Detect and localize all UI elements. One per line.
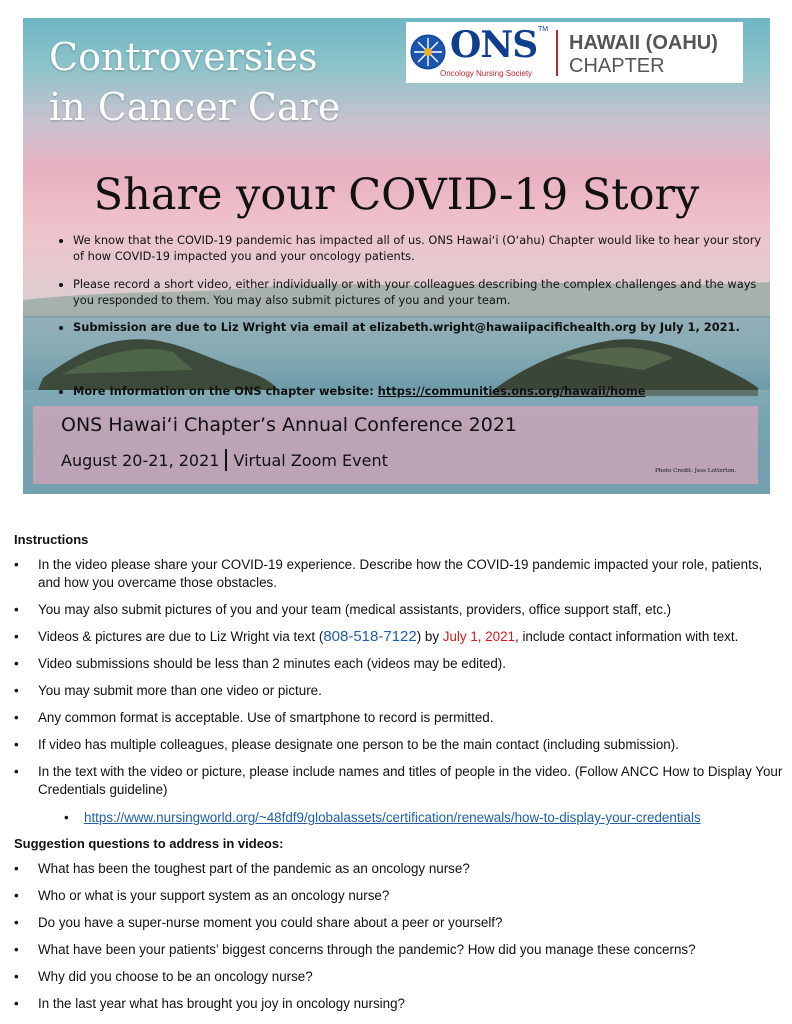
list-item: • Video submissions should be less than 2 minutes each (videos may be edited). bbox=[14, 655, 784, 673]
conference-banner bbox=[33, 406, 758, 484]
questions-heading: Suggestion questions to address in videos: bbox=[14, 836, 284, 851]
list-item bbox=[14, 628, 784, 646]
list-item: • Why did you choose to be an oncology nurse? bbox=[14, 968, 784, 986]
logo-divider bbox=[556, 30, 558, 76]
flyer-headline: Share your COVID-19 Story bbox=[93, 170, 700, 220]
flyer-bullet-list bbox=[49, 276, 770, 308]
title-line-2: in Cancer Care bbox=[49, 85, 341, 129]
chapter-name: HAWAII (OAHU) bbox=[569, 32, 718, 54]
instructions-list bbox=[14, 556, 784, 802]
questions-list bbox=[14, 860, 784, 1022]
list-item: • What has been the toughest part of the pandemic as an oncology nurse? bbox=[14, 860, 784, 878]
ons-society-name: Oncology Nursing Society bbox=[440, 69, 533, 78]
flyer-bullet-deadline: • Submission are due to Liz Wright via email at elizabeth.wright@hawaiipacifichealth.org by July 1, 2021. bbox=[73, 319, 770, 335]
list-item: • In the last year what has brought you joy in oncology nursing? bbox=[14, 995, 784, 1013]
trademark-symbol: TM bbox=[538, 26, 549, 33]
ons-chapter-logo bbox=[406, 22, 743, 83]
chapter-website-link[interactable]: https://communities.ons.org/hawaii/home bbox=[377, 384, 646, 398]
flyer-bullet: • Please record a short video, either individually or with your colleagues describing the complex challenges and the ways you responded to them. You may also submit pictures of you and your team. bbox=[73, 276, 770, 308]
flyer-bullet-more-info bbox=[73, 383, 770, 399]
list-item: • Who or what is your support system as an oncology nurse? bbox=[14, 887, 784, 905]
item-text: ) by bbox=[416, 629, 443, 644]
list-item: • You may submit more than one video or picture. bbox=[14, 682, 784, 700]
flyer-bullet: • We know that the COVID-19 pandemic has impacted all of us. ONS Hawaiʻi (Oʻahu) Chapter would like to hear your story of how COVID-19 impacted you and your oncology patients. bbox=[73, 232, 770, 264]
credentials-guideline-link[interactable]: https://www.nursingworld.org/~48fdf9/globalassets/certification/renewals/how-to-display-your-credentials bbox=[84, 810, 701, 825]
list-item: • If video has multiple colleagues, please designate one person to be the main contact (including submission). bbox=[14, 736, 784, 754]
list-item: • In the video please share your COVID-19 experience. Describe how the COVID-19 pandemic impacted your role, patients, and how you overcame those obstacles. bbox=[14, 556, 784, 592]
credentials-sublist-item bbox=[84, 809, 701, 827]
chapter-label: CHAPTER bbox=[569, 55, 665, 77]
photo-credit: Photo Credit: Jess Lotterton. bbox=[655, 468, 737, 474]
more-info-label: More Information on the ONS chapter website: bbox=[73, 384, 378, 398]
event-series-title bbox=[49, 32, 340, 132]
ons-wordmark: ONS bbox=[450, 24, 538, 66]
flyer-bullet-list bbox=[49, 232, 770, 264]
conference-date: August 20-21, 2021 bbox=[61, 451, 220, 470]
due-date: July 1, 2021 bbox=[442, 629, 515, 644]
separator-bar bbox=[225, 449, 227, 471]
conference-title: ONS Hawaiʻi Chapter’s Annual Conference 2021 bbox=[61, 414, 518, 436]
list-item: • Do you have a super-nurse moment you could share about a peer or yourself? bbox=[14, 914, 784, 932]
list-item: • In the text with the video or picture, please include names and titles of people in the video. (Follow ANCC How to Display Your Credentials guideline) bbox=[14, 763, 784, 799]
list-item: • You may also submit pictures of you and your team (medical assistants, providers, office support staff, etc.) bbox=[14, 601, 784, 619]
list-item: • What have been your patients’ biggest concerns through the pandemic? How did you manage these concerns? bbox=[14, 941, 784, 959]
flyer-bullet-list bbox=[49, 319, 770, 335]
instructions-heading: Instructions bbox=[14, 532, 89, 547]
flyer-banner bbox=[23, 18, 770, 494]
title-line-1: Controversies bbox=[49, 35, 318, 79]
item-text: Videos & pictures are due to Liz Wright via text ( bbox=[38, 629, 324, 644]
conference-type: Virtual Zoom Event bbox=[233, 451, 388, 470]
flyer-bullet-list bbox=[49, 383, 770, 399]
conference-details bbox=[61, 449, 388, 471]
phone-number[interactable]: 808-518-7122 bbox=[323, 628, 417, 645]
item-text: , include contact information with text. bbox=[515, 629, 739, 644]
list-item: • Any common format is acceptable. Use of smartphone to record is permitted. bbox=[14, 709, 784, 727]
